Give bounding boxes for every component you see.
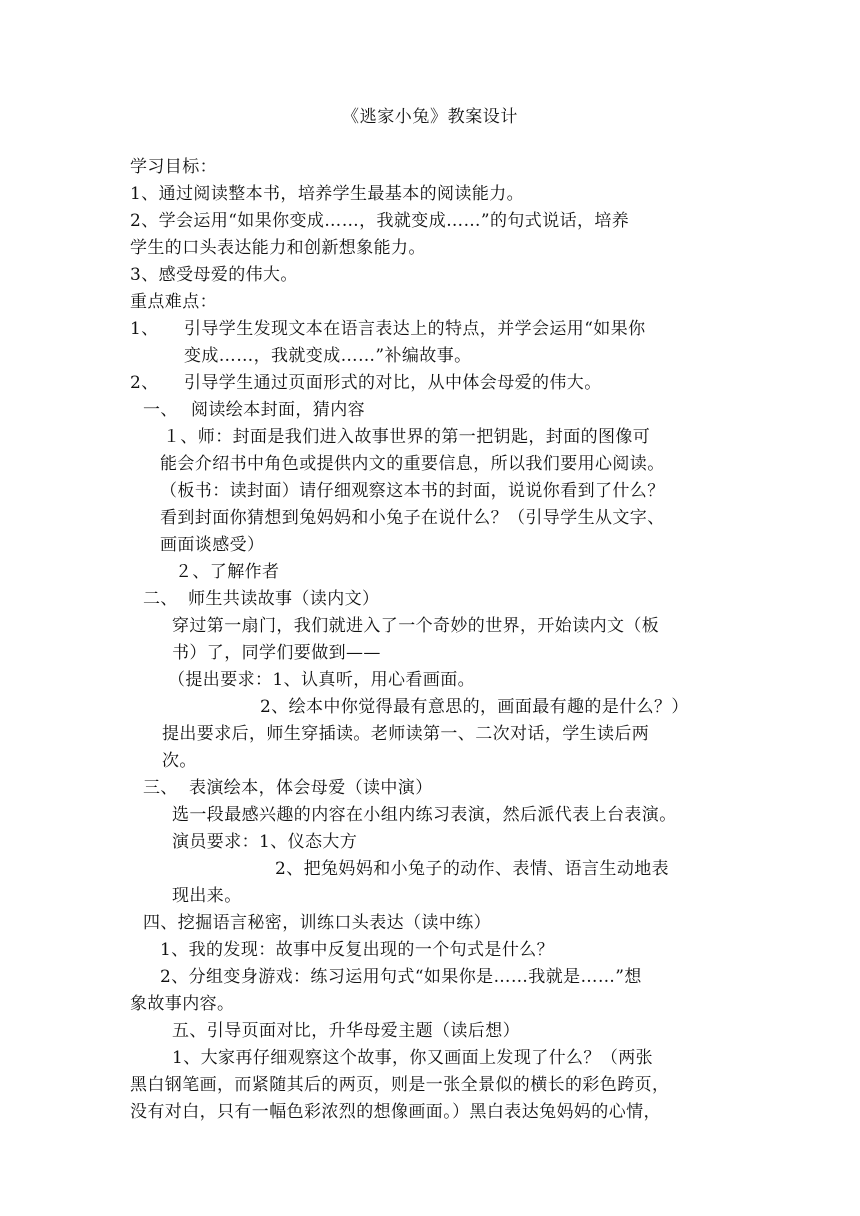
text-line: 次。 xyxy=(162,751,197,771)
text-line: 1、 xyxy=(130,319,159,339)
text-line: 变成……，我就变成……”补编故事。 xyxy=(184,346,472,366)
text-line: 2、分组变身游戏：练习运用句式“如果你是……我就是……”想 xyxy=(160,967,642,987)
text-line: （板书：读封面）请仔细观察这本书的封面，说说你看到了什么？ xyxy=(160,481,665,501)
text-line: 现出来。 xyxy=(172,886,242,906)
text-line: 穿过第一扇门，我们就进入了一个奇妙的世界，开始读内文（板 xyxy=(172,616,660,636)
text-line: 演员要求：1、仪态大方 xyxy=(172,832,358,852)
text-line: 引导学生通过页面形式的对比，从中体会母爱的伟大。 xyxy=(184,373,602,393)
text-line: 二、 xyxy=(143,589,178,609)
text-line: 引导学生发现文本在语言表达上的特点，并学会运用“如果你 xyxy=(184,319,646,339)
text-line: 2、绘本中你觉得最有意思的，画面最有趣的是什么？） xyxy=(260,697,689,717)
text-line: 表演绘本，体会母爱（读中演） xyxy=(189,778,433,798)
text-line: 阅读绘本封面，猜内容 xyxy=(191,400,365,420)
text-line: 能会介绍书中角色或提供内文的重要信息，所以我们要用心阅读。 xyxy=(160,454,665,474)
text-line: 提出要求后，师生穿插读。老师读第一、二次对话，学生读后两 xyxy=(162,724,650,744)
text-line: 师生共读故事（读内文） xyxy=(188,589,380,609)
text-line: 1、通过阅读整本书，培养学生最基本的阅读能力。 xyxy=(130,184,525,204)
text-line: 2、学会运用“如果你变成……，我就变成……”的句式说话，培养 xyxy=(130,211,630,231)
text-line: 学生的口头表达能力和创新想象能力。 xyxy=(130,238,426,258)
text-line: 重点难点： xyxy=(130,292,217,312)
text-line: ２、了解作者 xyxy=(175,562,280,582)
text-line: 学习目标： xyxy=(130,157,217,177)
text-line: 五、引导页面对比，升华母爱主题（读后想） xyxy=(172,1021,520,1041)
text-line: 选一段最感兴趣的内容在小组内练习表演，然后派代表上台表演。 xyxy=(172,805,677,825)
text-line: 四、挖掘语言秘密，训练口头表达（读中练） xyxy=(143,913,491,933)
text-line: 1、大家再仔细观察这个故事，你又画面上发现了什么？（两张 xyxy=(172,1048,654,1068)
text-line: 黑白钢笔画，而紧随其后的两页，则是一张全景似的横长的彩色跨页， xyxy=(130,1075,670,1095)
text-line: 1、我的发现：故事中反复出现的一个句式是什么？ xyxy=(160,940,555,960)
text-line: （提出要求：1、认真听，用心看画面。 xyxy=(168,670,476,690)
text-line: 看到封面你猜想到兔妈妈和小兔子在说什么？（引导学生从文字、 xyxy=(160,508,665,528)
text-line: 3、感受母爱的伟大。 xyxy=(130,265,298,285)
text-line: 三、 xyxy=(143,778,178,798)
text-line: 一、 xyxy=(143,400,178,420)
text-line: 2、把兔妈妈和小兔子的动作、表情、语言生动地表 xyxy=(275,859,670,879)
text-line: 象故事内容。 xyxy=(130,994,235,1014)
text-line: 2、 xyxy=(130,373,159,393)
text-line: 画面谈感受） xyxy=(160,535,265,555)
text-line: １、师：封面是我们进入故事世界的第一把钥匙，封面的图像可 xyxy=(163,427,651,447)
document-title: 《逃家小兔》教案设计 xyxy=(342,107,518,127)
text-line: 书）了，同学们要做到—— xyxy=(172,643,381,663)
text-line: 没有对白，只有一幅色彩浓烈的想像画面。）黑白表达兔妈妈的心情， xyxy=(130,1102,661,1122)
